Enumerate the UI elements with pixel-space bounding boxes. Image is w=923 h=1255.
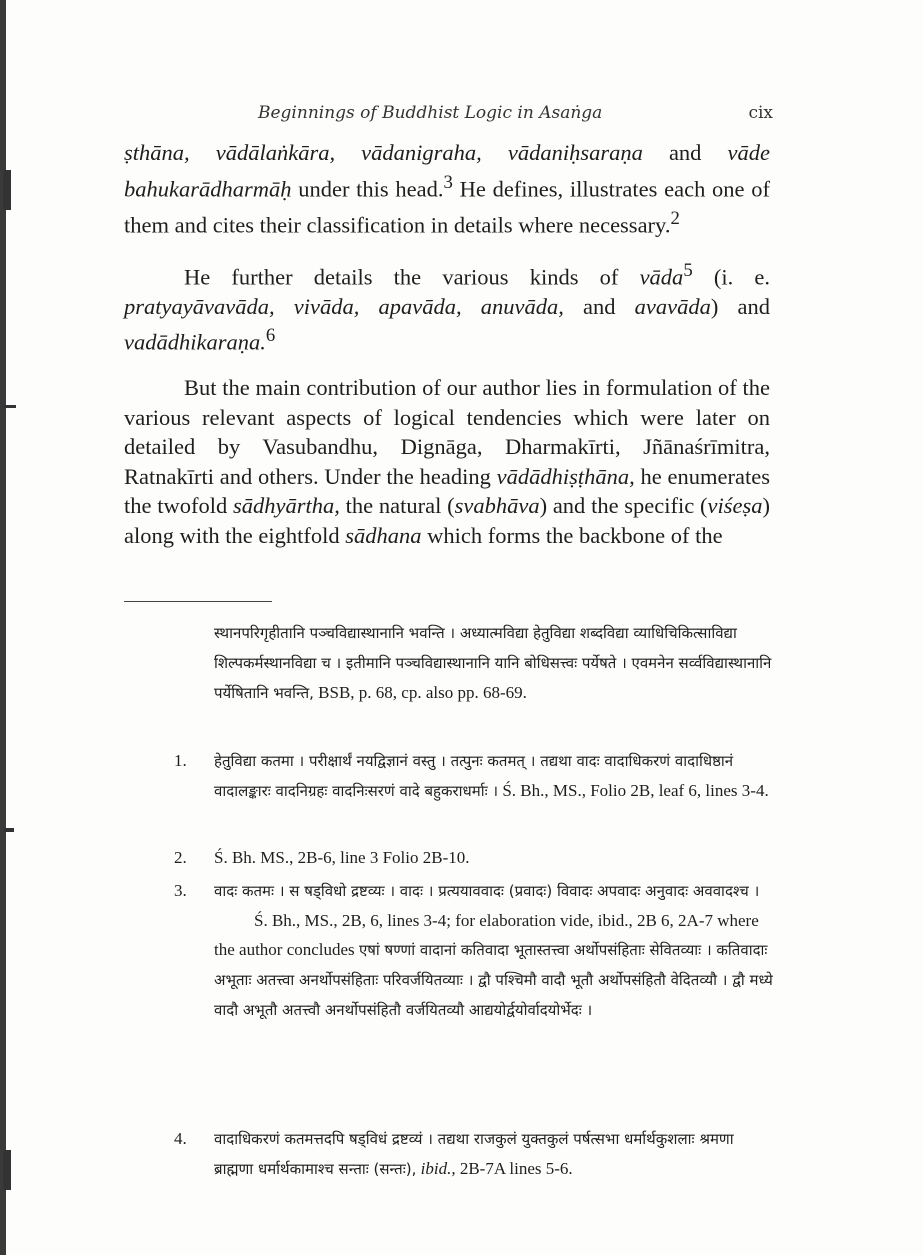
sanskrit-text: एषां षण्णां वादानां कतिवादा भूतास्तत्त्वा अर्थोपसंहिताः सेवितव्याः । कतिवादाः अभूताः अतत्त्वा अनर्थोपसंहिताः परिवर्जयितव्याः । द्वौ पश्चिमौ वादौ भूतौ अर्थोपसंहितौ वेदितव्यौ । द्वौ मध्ये वादौ अभूतौ अतत्त्वौ अनर्थोपसंहितौ वर्जयितव्यौ आद्ययोर्द्वयोर्वादयोर्भेदः । — [214, 941, 773, 1019]
text: He further details the various kinds of — [184, 264, 640, 289]
footnote-2 — [174, 843, 774, 872]
sanskrit-text: वादः कतमः । स षड्विधो द्रष्टव्यः । वादः । प्रत्ययाववादः (प्रवादः) विवादः अपवादः अनुवादः अववादश्च । — [214, 882, 760, 900]
footnote-number: 4. — [174, 1129, 187, 1148]
term: avavāda — [634, 293, 711, 319]
term: vādādhiṣṭhāna, — [496, 463, 635, 489]
term-list: pratyayāvavāda, vivāda, apavāda, anuvāda, — [124, 293, 564, 319]
footnote-ref: 3 — [443, 171, 453, 193]
term: vadādhikaraṇa. — [124, 329, 266, 355]
text: which forms the backbone of the — [421, 522, 723, 548]
text: He defines, illustrates each one of them and cites their classification in details where necessary. — [124, 176, 770, 237]
paragraph-2 — [124, 256, 770, 358]
text: the natural ( — [339, 493, 455, 518]
text: But the main contribution of our author lies in formulation of the various relevant aspects of logical tendencies which were later on detailed by Vasubandhu, Dignāga, Dharmakīrti, Jñānaśrīmitra, Ratnakīrti and others. Under the heading — [124, 375, 770, 489]
footnote-number: 2. — [174, 848, 187, 867]
text: under this head. — [291, 176, 444, 201]
footnote-3 — [174, 876, 774, 1025]
footnote-1 — [174, 746, 774, 806]
paragraph-1 — [124, 138, 770, 240]
running-title: Beginnings of Buddhist Logic in Asaṅga — [258, 103, 603, 123]
text: and — [563, 293, 635, 319]
text: he enumerates the twofold — [124, 463, 770, 518]
citation: BSB, p. 68, cp. also pp. 68-69. — [313, 683, 527, 702]
scan-mark — [4, 405, 16, 408]
footnote-number: 3. — [174, 881, 187, 900]
footnote-rule — [124, 601, 272, 602]
text: ) along with the eightfold — [124, 493, 771, 548]
term: sādhana — [345, 522, 422, 548]
footnote-4 — [174, 1124, 774, 1184]
text: ) and — [710, 293, 770, 319]
page-number: cix — [748, 103, 773, 123]
term: viśeṣa — [707, 493, 763, 518]
citation: ibid., — [420, 1159, 456, 1178]
scan-mark — [3, 170, 11, 210]
main-text — [124, 138, 770, 566]
footnote-ref: 2 — [670, 207, 680, 229]
citation: Ś. Bh., MS., 2B, 6, lines 3-4; for elaboration vide, ibid., 2B 6, 2A-7 where the author concludes — [214, 911, 759, 959]
term: svabhāva — [454, 493, 540, 518]
sanskrit-text: स्थानपरिगृहीतानि पञ्चविद्यास्थानानि भवन्ति । अध्यात्मविद्या हेतुविद्या शब्दविद्या व्याधिचिकित्साविद्या शिल्पकर्मस्थानविद्या च । इतीमानि पञ्चविद्यास्थानानि यानि बोधिसत्त्वः पर्येषते । एवमनेन सर्व्वविद्यास्थानानि पर्येषितानि भवन्ति, — [214, 624, 772, 702]
scan-mark — [4, 828, 14, 832]
footnote-ref: 6 — [265, 325, 276, 346]
running-header — [258, 103, 773, 123]
footnote-ref: 5 — [683, 259, 693, 281]
sanskrit-text: वादाधिकरणं कतमत्तदपि षड्विधं द्रष्टव्यं । तद्यथा राजकुलं युक्तकुलं पर्षत्सभा धर्मार्थकुशलाः श्रमणा ब्राह्मणा धर्मार्थकामाश्च सन्ताः (सन्तः), — [214, 1130, 734, 1178]
scan-mark — [3, 1150, 11, 1190]
text: and — [642, 140, 728, 165]
footnote-number: 1. — [174, 751, 187, 770]
term: sādhyārtha, — [233, 493, 340, 518]
citation: Ś. Bh., MS., Folio 2B, leaf 6, lines 3-4. — [498, 781, 769, 800]
citation: 2B-7A lines 5-6. — [455, 1159, 573, 1178]
citation: Ś. Bh. MS., 2B-6, line 3 Folio 2B-10. — [214, 848, 470, 867]
term: vāde bahukarādharmāḥ — [124, 140, 770, 201]
term: vāda — [639, 264, 684, 289]
term-list: ṣthāna, vādālaṅkāra, vādanigraha, vādaniḥsaraṇa — [124, 140, 643, 165]
text: ) and the specific ( — [539, 493, 708, 518]
footnote-continuation — [214, 618, 774, 708]
text: (i. e. — [692, 264, 770, 289]
paragraph-3 — [124, 373, 770, 550]
sanskrit-text: हेतुविद्या कतमा । परीक्षार्थं नयद्विज्ञानं वस्तु । तत्पुनः कतमत् । तद्यथा वादः वादाधिकरणं वादाधिष्ठानं वादालङ्कारः वादनिग्रहः वादनिःसरणं वादे बहुकराधर्माः । — [214, 752, 734, 800]
